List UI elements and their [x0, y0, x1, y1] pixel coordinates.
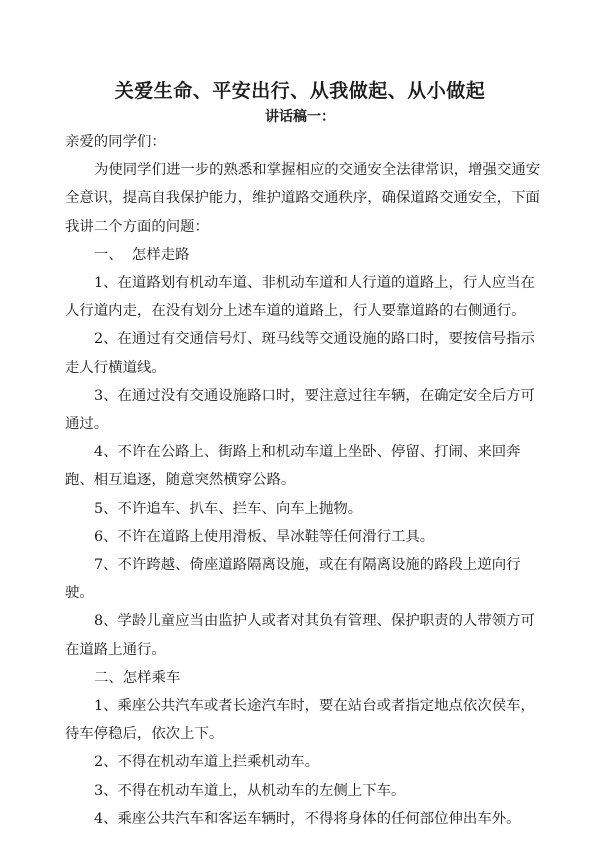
section-heading-riding: 二、怎样乘车	[94, 669, 181, 686]
document-title: 关爱生命、平安出行、从我做起、从小做起	[114, 80, 486, 102]
walking-rule-4: 4、不许在公路上、街路上和机动车道上坐卧、停留、打闹、来回奔跑、相互追逐，随意突然横穿公路。	[65, 444, 521, 489]
walking-rule-1: 1、在道路划有机动车道、非机动车道和人行道的道路上，行人应当在人行道内走，在没有划分上述车道的道路上，行人要靠道路的右侧通行。	[65, 275, 535, 320]
walking-rule-8: 8、学龄儿童应当由监护人或者对其负有管理、保护职责的人带领方可在道路上通行。	[65, 613, 535, 658]
section-heading-walking: 一、 怎样走路	[94, 246, 190, 263]
walking-rule-5: 5、不许追车、扒车、拦车、向车上抛物。	[94, 500, 363, 517]
greeting: 亲爱的同学们：	[65, 134, 166, 150]
document-body	[65, 128, 545, 833]
riding-rule-4: 4、乘座公共汽车和客运车辆时，不得将身体的任何部位伸出车外。	[94, 810, 521, 827]
riding-rule-3: 3、不得在机动车道上，从机动车的左侧上下车。	[94, 782, 406, 799]
walking-rule-3: 3、在通过没有交通设施路口时，要注意过往车辆，在确定安全后方可通过。	[65, 387, 535, 433]
document-subtitle: 讲话稿一：	[265, 109, 335, 125]
riding-rule-1: 1、乘座公共汽车或者长途汽车时，要在站台或者指定地点依次侯车，待车停稳后，依次上下。	[65, 698, 535, 743]
intro-paragraph: 为使同学们进一步的熟悉和掌握相应的交通安全法律常识，增强交通安全意识，提高自我保护能力，维护道路交通秩序，确保道路交通安全，下面我讲二个方面的问题：	[65, 162, 541, 235]
riding-rule-2: 2、不得在机动车道上拦乘机动车。	[94, 754, 320, 771]
walking-rule-6: 6、不许在道路上使用滑板、旱冰鞋等任何滑行工具。	[94, 528, 435, 545]
walking-rule-7: 7、不许跨越、倚座道路隔离设施，或在有隔离设施的路段上逆向行驶。	[65, 557, 521, 602]
walking-rule-2: 2、在通过有交通信号灯、斑马线等交通设施的路口时，要按信号指示走人行横道线。	[65, 331, 535, 376]
